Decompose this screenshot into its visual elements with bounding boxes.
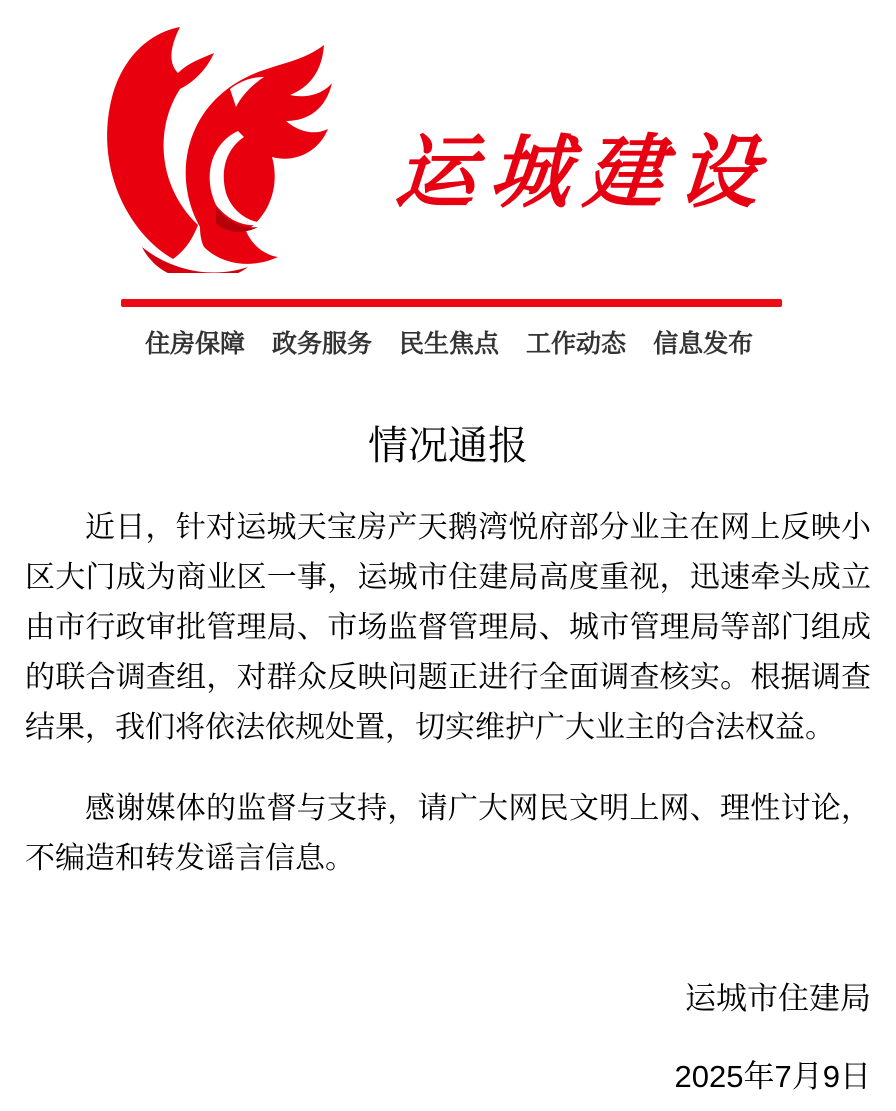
red-divider-line (121, 299, 782, 307)
nav-item-work-updates[interactable]: 工作动态 (526, 330, 627, 358)
main-nav (145, 331, 753, 357)
red-ribbon-phoenix-logo-icon (80, 18, 332, 273)
nav-item-livelihood[interactable]: 民生焦点 (399, 330, 500, 358)
issuer-signature: 运城市住建局 (685, 981, 871, 1016)
notice-date: 2025年7月9日 (674, 1059, 871, 1094)
nav-item-housing[interactable]: 住房保障 (145, 330, 246, 358)
notice-title: 情况通报 (368, 424, 528, 468)
nav-item-info-release[interactable]: 信息发布 (653, 330, 754, 358)
site-title: 运城建设 (392, 125, 776, 219)
notice-content (25, 503, 871, 915)
nav-item-gov-services[interactable]: 政务服务 (272, 330, 373, 358)
notice-paragraph-1: 近日，针对运城天宝房产天鹅湾悦府部分业主在网上反映小区大门成为商业区一事，运城市住建局高度重视，迅速牵头成立由市行政审批管理局、市场监督管理局、城市管理局等部门组成的联合调查组，对群众反映问题正进行全面调查核实。根据调查结果，我们将依法依规处置，切实维护广大业主的合法权益。 (25, 511, 871, 744)
notice-paragraph-2: 感谢媒体的监督与支持，请广大网民文明上网、理性讨论，不编造和转发谣言信息。 (25, 792, 871, 875)
